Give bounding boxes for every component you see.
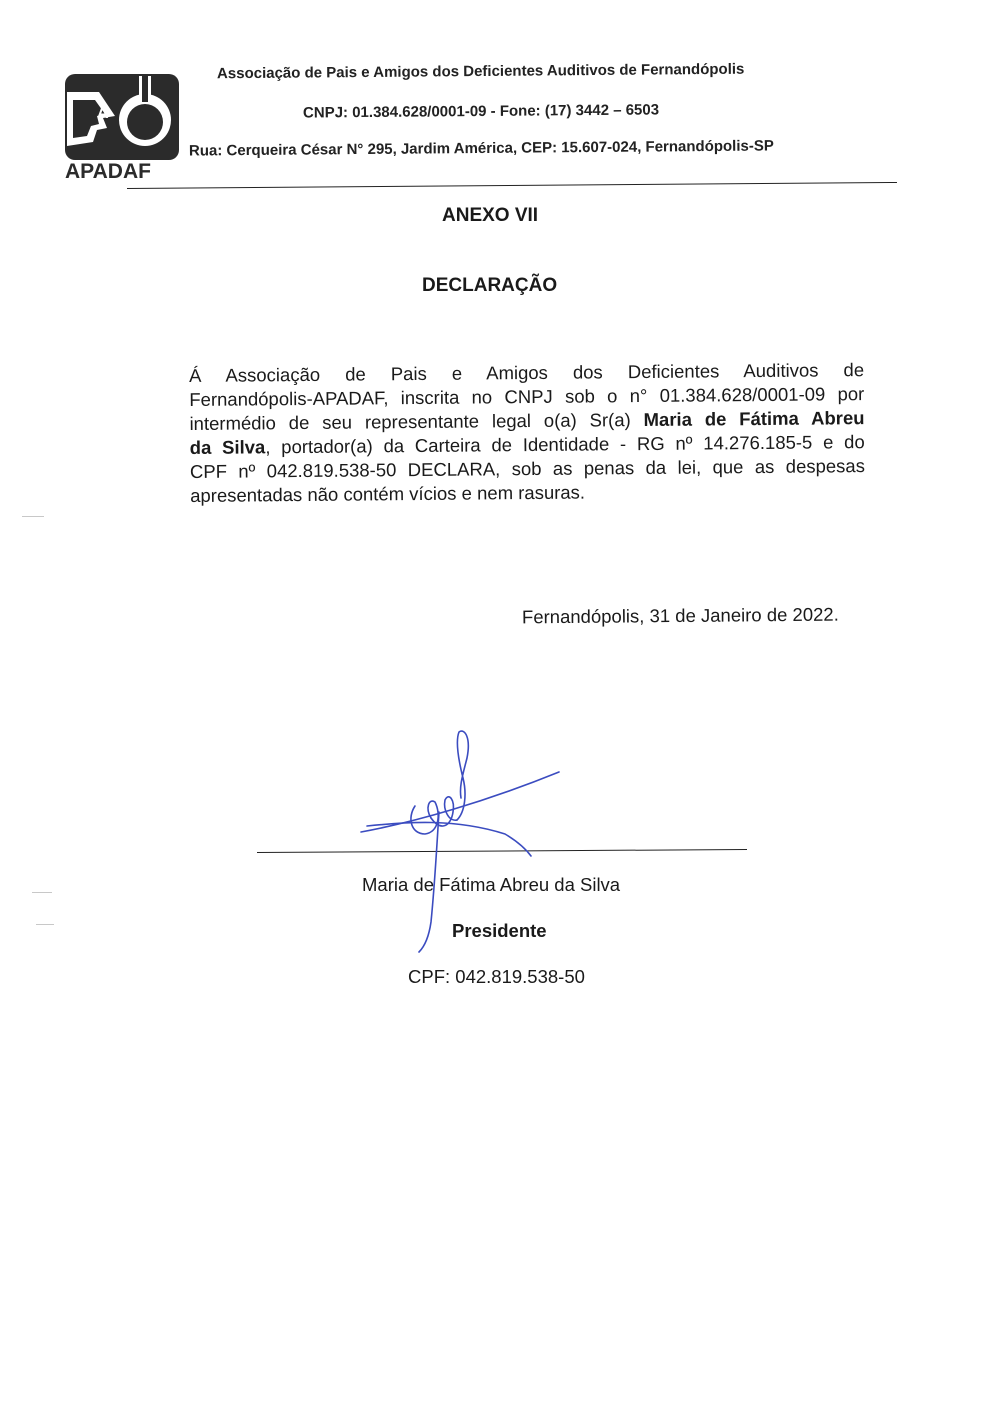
organization-address: Rua: Cerqueira César N° 295, Jardim América, CEP: 15.607-024, Fernandópolis-SP — [188, 137, 774, 160]
body-line: apresentadas não contém vícios e nem rasuras. — [190, 481, 586, 506]
body-line: Fernandópolis-APADAF, inscrita no CNPJ sob o n° 01.384.628/0001-09 por — [189, 383, 865, 410]
declaration-title: DECLARAÇÃO — [422, 275, 558, 296]
declaration-body — [189, 358, 865, 508]
apadaf-logo — [63, 72, 181, 180]
body-text: , portador(a) da Carteira de Identidade - RG nº 14.276.185-5 e do — [265, 431, 865, 458]
representative-surname: da Silva — [189, 436, 266, 458]
body-line: Á Associação de Pais e Amigos dos Deficientes Auditivos de — [189, 359, 865, 386]
signer-name: Maria de Fátima Abreu da Silva — [362, 874, 621, 895]
logo-text: APADAF — [65, 160, 151, 180]
place-and-date: Fernandópolis, 31 de Janeiro de 2022. — [521, 603, 839, 628]
signer-role: Presidente — [452, 920, 547, 941]
annex-title: ANEXO VII — [442, 205, 539, 226]
signer-cpf: CPF: 042.819.538-50 — [408, 966, 585, 987]
scan-mark — [36, 924, 54, 925]
scan-mark — [32, 892, 52, 893]
logo-letter: A — [97, 105, 109, 122]
representative-name: Maria de Fátima Abreu — [643, 407, 865, 431]
body-text: intermédio de seu representante legal o(a) Sr(a) — [189, 409, 644, 434]
organization-name: Associação de Pais e Amigos dos Deficientes Auditivos de Fernandópolis — [216, 60, 745, 83]
organization-contact: CNPJ: 01.384.628/0001-09 - Fone: (17) 3442 – 6503 — [302, 101, 660, 122]
body-line: CPF nº 042.819.538-50 DECLARA, sob as penas da lei, que as despesas — [189, 455, 866, 482]
scan-mark — [22, 516, 44, 517]
header-divider — [127, 182, 897, 189]
